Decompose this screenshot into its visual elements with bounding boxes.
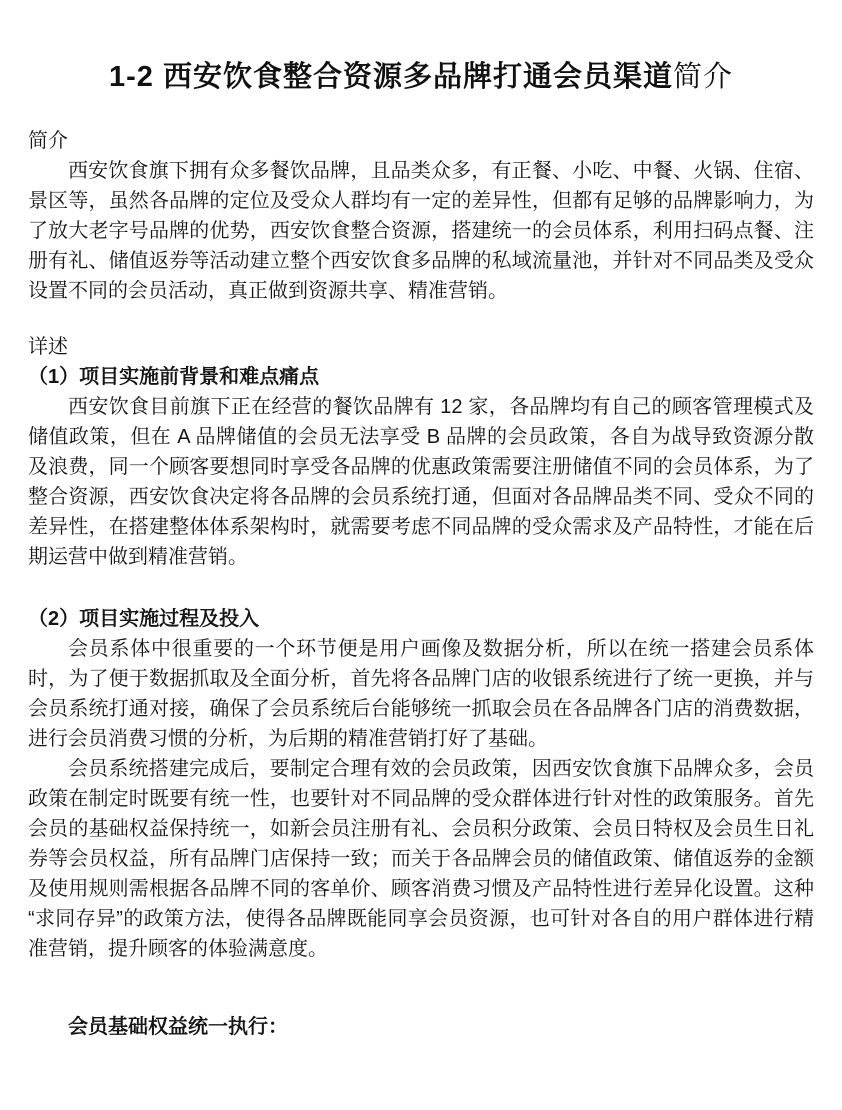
document-body	[28, 126, 814, 1042]
page-title-suffix: 简介	[672, 61, 733, 93]
page-title	[0, 0, 842, 98]
subsection-1-heading: （1）项目实施前背景和难点痛点	[28, 366, 320, 388]
section-heading-intro: 简介	[28, 130, 68, 152]
subsection-1-paragraph: 西安饮食目前旗下正在经营的餐饮品牌有 12 家，各品牌均有自己的顾客管理模式及储值政策，但在 A 品牌储值的会员无法享受 B 品牌的会员政策，各自为战导致资源分散及浪费，同一个顾客要想同时享受各品牌的优惠政策需要注册储值不同的会员体系，为了整合资源，西安饮食决定将各品牌的会员系统打通，但面对各品牌品类不同、受众不同的差异性，在搭建整体体系架构时，就需要考虑不同品牌的受众需求及产品特性，才能在后期运营中做到精准营销。	[28, 396, 814, 568]
subsection-2-heading: （2）项目实施过程及投入	[28, 608, 260, 630]
footer-statement: 会员基础权益统一执行：	[68, 1016, 288, 1038]
subsection-2-paragraph-1: 会员系体中很重要的一个环节便是用户画像及数据分析，所以在统一搭建会员系体时，为了便于数据抓取及全面分析，首先将各品牌门店的收银系统进行了统一更换，并与会员系统打通对接，确保了会员系统后台能够统一抓取会员在各品牌各门店的消费数据，进行会员消费习惯的分析，为后期的精准营销打好了基础。	[28, 638, 814, 750]
page-title-main: 1-2 西安饮食整合资源多品牌打通会员渠道	[109, 61, 673, 93]
intro-paragraph: 西安饮食旗下拥有众多餐饮品牌，且品类众多，有正餐、小吃、中餐、火锅、住宿、景区等，虽然各品牌的定位及受众人群均有一定的差异性，但都有足够的品牌影响力，为了放大老字号品牌的优势，西安饮食整合资源，搭建统一的会员体系，利用扫码点餐、注册有礼、储值返券等活动建立整个西安饮食多品牌的私域流量池，并针对不同品类及受众设置不同的会员活动，真正做到资源共享、精准营销。	[28, 160, 814, 302]
subsection-2-paragraph-2: 会员系统搭建完成后，要制定合理有效的会员政策，因西安饮食旗下品牌众多，会员政策在制定时既要有统一性，也要针对不同品牌的受众群体进行针对性的政策服务。首先会员的基础权益保持统一，如新会员注册有礼、会员积分政策、会员日特权及会员生日礼券等会员权益，所有品牌门店保持一致；而关于各品牌会员的储值政策、储值返券的金额及使用规则需根据各品牌不同的客单价、顾客消费习惯及产品特性进行差异化设置。这种“求同存异”的政策方法，使得各品牌既能同享会员资源，也可针对各自的用户群体进行精准营销，提升顾客的体验满意度。	[28, 758, 814, 960]
section-heading-detail: 详述	[28, 336, 68, 358]
